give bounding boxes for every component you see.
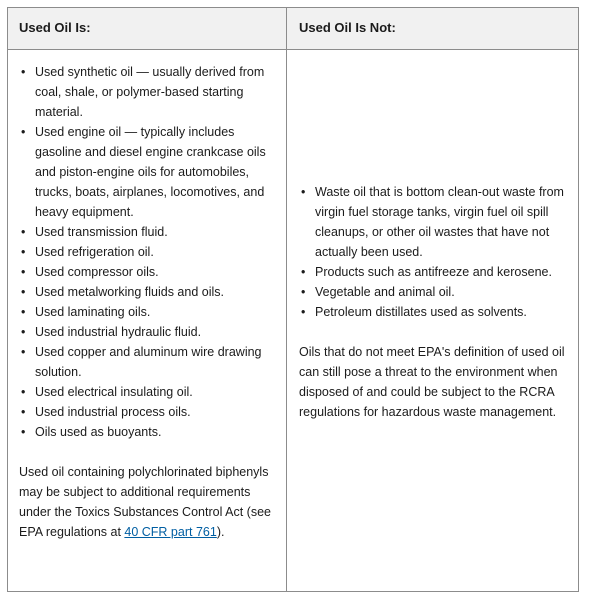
list-item: • Used engine oil — typically includes gasoline and diesel engine crankcase oils and piston-engine oils for automobiles, trucks, boats, airplanes, locomotives, and heavy equipment.: [19, 122, 277, 222]
list-item: • Used industrial hydraulic fluid.: [19, 322, 277, 342]
used-oil-table: [7, 7, 579, 592]
used-oil-is-cell: [19, 62, 277, 542]
list-item: • Used synthetic oil — usually derived from coal, shale, or polymer-based starting material.: [19, 62, 277, 122]
list-item: • Used industrial process oils.: [19, 402, 277, 422]
pcb-note: [19, 462, 277, 542]
list-item: • Used copper and aluminum wire drawing solution.: [19, 342, 277, 382]
header-used-oil-is: Used Oil Is:: [19, 20, 91, 35]
list-item: • Waste oil that is bottom clean-out waste from virgin fuel storage tanks, virgin fuel oil spill cleanups, or other oil wastes that have not actually been used.: [299, 182, 565, 262]
cfr-part-761-link[interactable]: 40 CFR part 761: [124, 525, 217, 539]
list-item: • Vegetable and animal oil.: [299, 282, 565, 302]
list-item: • Products such as antifreeze and kerosene.: [299, 262, 565, 282]
list-item: • Used metalworking fluids and oils.: [19, 282, 277, 302]
used-oil-is-list: [19, 62, 277, 442]
header-used-oil-is-not: Used Oil Is Not:: [299, 20, 396, 35]
table-header-row: [8, 8, 578, 50]
list-item: • Used transmission fluid.: [19, 222, 277, 242]
list-item: • Used refrigeration oil.: [19, 242, 277, 262]
used-oil-is-not-cell: [299, 182, 565, 422]
pcb-note-text: Used oil containing polychlorinated biphenyls may be subject to additional requirements under the Toxics Substances Control Act (see EPA regulations at: [19, 465, 271, 539]
column-divider: [286, 8, 287, 591]
list-item: • Used electrical insulating oil.: [19, 382, 277, 402]
list-item: • Used laminating oils.: [19, 302, 277, 322]
epa-definition-note: Oils that do not meet EPA's definition of used oil can still pose a threat to the environment when disposed of and could be subject to the RCRA regulations for hazardous waste management.: [299, 345, 565, 419]
list-item: • Petroleum distillates used as solvents.: [299, 302, 565, 322]
pcb-note-end: ).: [216, 525, 225, 539]
list-item: • Used compressor oils.: [19, 262, 277, 282]
used-oil-is-not-list: [299, 182, 565, 322]
list-item: • Oils used as buoyants.: [19, 422, 277, 442]
